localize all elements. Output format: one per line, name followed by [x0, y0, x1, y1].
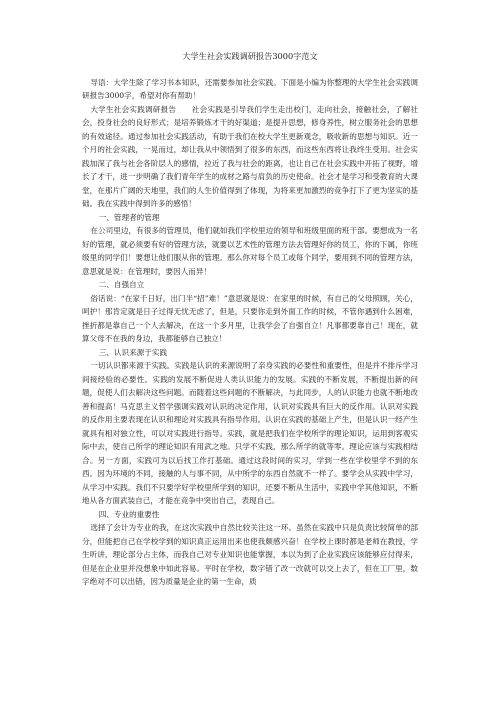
body-paragraph: 大学生社会实践调研报告 社会实践是引导我们学生走出校门，走向社会，接触社会，了解社会，投身社会的良好形式；是培养锻炼才干的好渠道；是提升思想，修身养性，树立服务社会的思想的有效途径。通过参加社会实践活动，有助于我们在校大学生更新观念，吸收新的思想与知识。近一个月的社会实践，一晃而过，却让我从中领悟到了很多的东西，而这些东西将让我终生受用。社会实践加深了我与社会各阶层人的感情，拉近了我与社会的距离，也让自己在社会实践中开拓了视野，增长了才干，进一步明确了我们青年学生的成材之路与肩负的历史使命。社会才是学习和受教育的大课堂，在那片广阔的天地里，我们的人生价值得到了体现，为将来更加激烈的竞争打下了更为坚实的基础。我在实践中得到许多的感悟！ [82, 104, 418, 208]
body-paragraph: 选择了会计为专业的我，在这次实践中自然比较关注这一环。虽然在实践中只是负责比较简单的部分，但能把自己在学校学到的知识真正运用出来也使我颇感兴奋！在学校上课时都是老师在教授，学生听讲，理论部分占主体，而我自己对专业知识也能掌握，本以为到了企业实践应该能够应付得来，但是在企业里并没想象中如此容易。平时在学校，数字错了改一改就可以交上去了，但在工厂里，数字绝对不可以出错，因为质量是企业的第一生命，质 [82, 523, 418, 586]
intro-paragraph: 导语：大学生除了学习书本知识，还需要参加社会实践。下面是小编为你整理的大学生社会实践调研报告3000字，希望对你有帮助！ [82, 77, 418, 100]
body-paragraph: 在公司里边，有很多的管理员，他们就如我们学校里边的领导和班级里面的班干部。要想成为一名好的管理，就必须要有好的管理方法，就要以艺术性的管理方法去管理好你的员工，你的下属，你班级里的同学们！要想让他们服从你的管理。那么你对每个员工或每个同学，要用到不同的管理方法，意思就是说：在管理时，要因人而异！ [82, 226, 418, 276]
section-heading-1: 一、管理者的管理 [98, 212, 160, 222]
section-heading-4: 四、专业的重要性 [98, 509, 160, 519]
section-heading-2: 二、自强自立 [98, 280, 145, 289]
section-heading-3: 三、认识来源于实践 [98, 347, 168, 357]
body-paragraph: 一切认识都来源于实践。实践是认识的来源说明了亲身实践的必要性和重要性，但是并不排斥学习间接经验的必要性。实践的发展不断促进人类认识能力的发展。实践的不断发展，不断提出新的问题，促使人们去解决这些问题。而随着这些问题的不断解决，与此同步，人的认识能力也就不断地改善和提高！马克思主义哲学强调实践对认识的决定作用，认识对实践具有巨大的反作用。认识对实践的反作用主要表现在认识和理论对实践具有指导作用。认识在实践的基础上产生，但是认识一经产生就具有相对独立性，可以对实践进行指导。实践，就是把我们在学校所学的理论知识，运用到客观实际中去，使自己所学的理论知识有用武之地。只学不实践，那么所学的就等零。理论应该与实践相结合。另一方面，实践可为以后找工作打基础。通过这段时间的实习，学到一些在学校里学不到的东西。因为环境的不同，接触的人与事不同，从中所学的东西自然就不一样了。要学会从实践中学习，从学习中实践。我们不只要学好学校里所学到的知识，还要不断从生活中，实践中学其他知识，不断地从各方面武装自己，才能在竞争中突出自己，表现自己。 [82, 361, 418, 505]
body-paragraph: 俗话说：“在家千日好，出门半“招”难！”意思就是说：在家里的时候，有自己的父母照顾，关心，呵护！那肯定就是日子过得无忧无虑了，但是，只要你走到外面工作的时候，不管你遇到什么困难，挫折都是靠自己一个人去解决，在这一个多月里，让我学会了自强自立！凡事都要靠自己！现在，就算父母不在我的身边，我都能够自己独立！ [82, 293, 418, 343]
document-title: 大学生社会实践调研报告3000字范文 [182, 51, 318, 61]
